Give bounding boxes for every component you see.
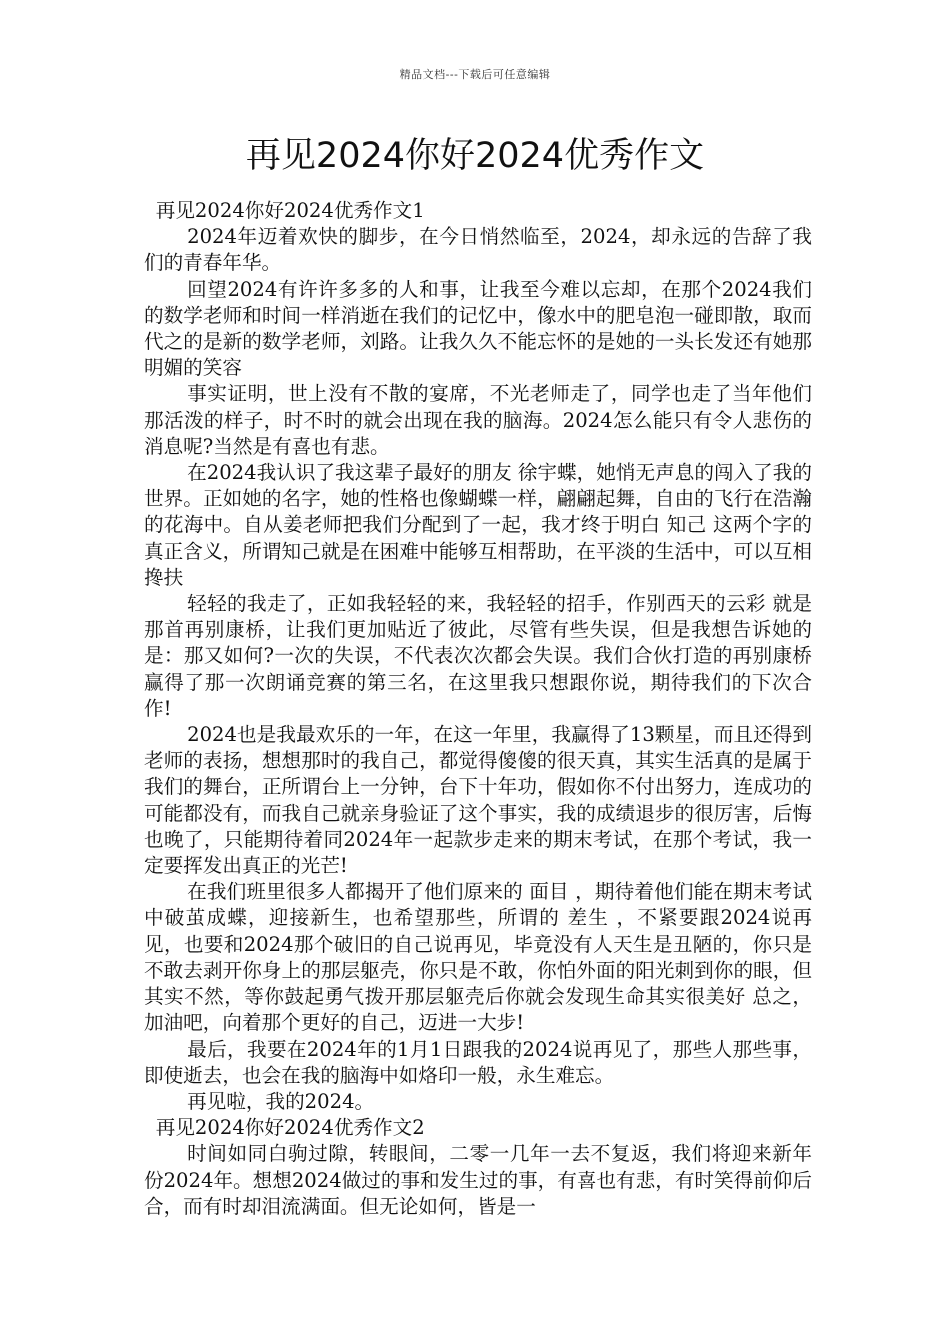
essay1-paragraph: 回望2024有许许多多的人和事，让我至今难以忘却，在那个2024我们的数学老师和时间一样消逝在我们的记忆中，像水中的肥皂泡一碰即散，取而代之的是新的数学老师，刘路。让我久久不能忘怀的是她的一头长发还有她那明媚的笑容 xyxy=(144,277,812,380)
essay1-paragraph: 2024年迈着欢快的脚步，在今日悄然临至，2024，却永远的告辞了我们的青春年华。 xyxy=(144,225,812,275)
essay1-paragraph: 事实证明，世上没有不散的宴席，不光老师走了，同学也走了当年他们那活泼的样子，时不时的就会出现在我的脑海。2024怎么能只有令人悲伤的消息呢?当然是有喜也有悲。 xyxy=(144,382,812,458)
essay1-paragraph: 2024也是我最欢乐的一年，在这一年里，我赢得了13颗星，而且还得到老师的表扬，想想那时的我自己，都觉得傻傻的很天真，其实生活真的是属于我们的舞台，正所谓台上一分钟，台下十年功，假如你不付出努力，连成功的可能都没有，而我自己就亲身验证了这个事实，我的成绩退步的很厉害，后悔也晚了，只能期待着同2024年一起款步走来的期末考试，在那个考试，我一定要挥发出真正的光芒! xyxy=(144,723,812,878)
header-note: 精品文档---下载后可任意编辑 xyxy=(399,68,551,81)
essay2-paragraph: 时间如同白驹过隙，转眼间，二零一几年一去不复返，我们将迎来新年份2024年。想想2024做过的事和发生过的事，有喜也有悲，有时笑得前仰后合，而有时却泪流满面。但无论如何，皆是一 xyxy=(144,1142,812,1218)
document-body xyxy=(144,198,812,1220)
essay1-paragraph: 在2024我认识了我这辈子最好的朋友 徐宇蝶，她悄无声息的闯入了我的世界。正如她的名字，她的性格也像蝴蝶一样，翩翩起舞，自由的飞行在浩瀚的花海中。自从姜老师把我们分配到了一起，我才终于明白 知己 这两个字的真正含义，所谓知己就是在困难中能够互相帮助，在平淡的生活中，可以互相搀扶 xyxy=(144,461,812,589)
essay1-paragraph: 轻轻的我走了，正如我轻轻的来，我轻轻的招手，作别西天的云彩 就是那首再别康桥，让我们更加贴近了彼此，尽管有些失误，但是我想告诉她的是：那又如何?一次的失误，不代表次次都会失误。我们合伙打造的再别康桥赢得了那一次朗诵竞赛的第三名，在这里我只想跟你说，期待我们的下次合作! xyxy=(144,592,812,720)
essay1-paragraph: 最后，我要在2024年的1月1日跟我的2024说再见了，那些人那些事，即使逝去，也会在我的脑海中如烙印一般，永生难忘。 xyxy=(144,1037,812,1087)
essay2-heading: 再见2024你好2024优秀作文2 xyxy=(155,1116,425,1140)
document-title: 再见2024你好2024优秀作文 xyxy=(245,136,705,176)
essay1-paragraph: 在我们班里很多人都揭开了他们原来的 面目 ，期待着他们能在期末考试中破茧成蝶，迎接新生，也希望那些，所谓的 差生 ，不紧要跟2024说再见，也要和2024那个破旧的自己说再见，毕竟没有人天生是丑陋的，你只是不敢去剥开你身上的那层躯壳，你只是不敢，你怕外面的阳光刺到你的眼，但其实不然，等你鼓起勇气拨开那层躯壳后你就会发现生命其实很美好 总之，加油吧，向着那个更好的自己，迈进一大步! xyxy=(144,880,812,1035)
essay1-heading: 再见2024你好2024优秀作文1 xyxy=(155,199,425,222)
essay1-paragraph: 再见啦，我的2024。 xyxy=(187,1089,375,1113)
